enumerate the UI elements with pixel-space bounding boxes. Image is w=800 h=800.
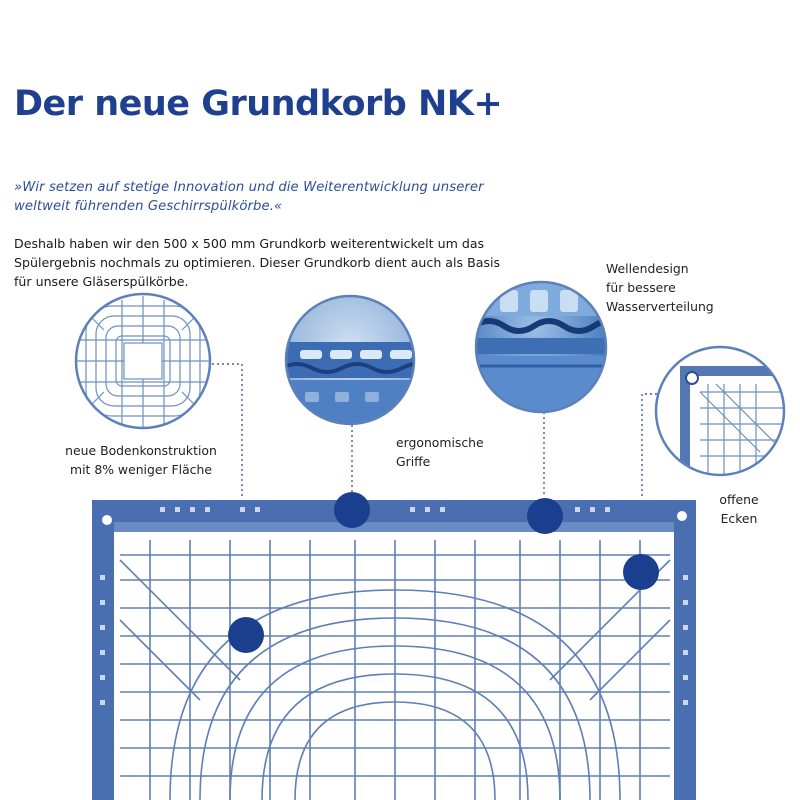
marker-wave <box>527 498 563 534</box>
callout-floor-line1: neue Bodenkonstruktion <box>65 443 217 458</box>
main-basket <box>92 497 696 800</box>
callout-grip-line2: Griffe <box>396 454 431 469</box>
callout-corner-line1: offene <box>719 492 759 507</box>
callout-wave-line1: Wellendesign <box>606 261 689 276</box>
callout-floor-line2: mit 8% weniger Fläche <box>70 462 212 477</box>
body-text: Deshalb haben wir den 500 x 500 mm Grundkorb weiterentwickelt um das Spülergebnis nochmals zu optimieren. Dieser Grundkorb dient auch als Basis für unsere Gläserspülkörbe. <box>14 236 501 289</box>
detail-corner <box>656 347 790 480</box>
callout-wave-line3: Wasserverteilung <box>606 299 714 314</box>
quote-text: »Wir setzen auf stetige Innovation und die Weiterentwicklung unserer weltweit führenden Geschirrspülkörbe.« <box>14 180 484 214</box>
callout-grip-line1: ergonomische <box>396 435 484 450</box>
callout-corner-line2: Ecken <box>720 511 758 526</box>
marker-corner <box>623 554 659 590</box>
marker-floor <box>228 617 264 653</box>
marker-grip <box>334 492 370 528</box>
callout-wave-line2: für bessere <box>606 280 676 295</box>
page-title: Der neue Grundkorb NK+ <box>14 84 503 124</box>
